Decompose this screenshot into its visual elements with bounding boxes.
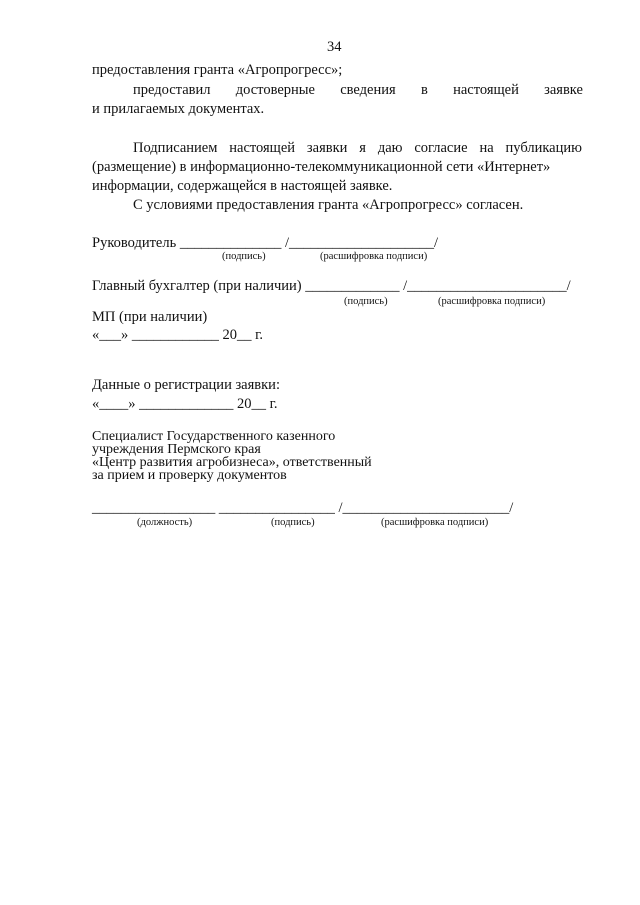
consent-word: Подписанием <box>133 140 218 156</box>
intro-word: настоящей <box>453 82 519 98</box>
accountant-signature-caption: (подпись) <box>344 296 388 307</box>
specialist-line-3: «Центр развития агробизнеса», ответственный <box>92 455 372 470</box>
head-signature-line: Руководитель ______________ /____________________/ <box>92 235 439 251</box>
intro-word: достоверные <box>235 82 315 98</box>
consent-line-3: информации, содержащейся в настоящей заявке. <box>92 178 393 194</box>
consent-word: я <box>359 140 366 156</box>
specialist-line-1: Специалист Государственного казенного <box>92 429 336 444</box>
intro-word: предоставил <box>133 82 211 98</box>
specialist-line-2: учреждения Пермского края <box>92 442 261 457</box>
specialist-line-4: за прием и проверку документов <box>92 468 287 483</box>
intro-word: в <box>420 82 428 98</box>
consent-line-1 <box>133 140 582 157</box>
specialist-signature-caption: (подпись) <box>271 517 315 528</box>
consent-word: даю <box>377 140 403 156</box>
consent-word: публикацию <box>505 140 582 156</box>
stamp-label: МП (при наличии) <box>92 309 208 325</box>
specialist-signature-line: _________________ ________________ /_______________________/ <box>92 500 514 516</box>
consent-word: на <box>479 140 494 156</box>
accountant-decoding-caption: (расшифровка подписи) <box>438 296 546 307</box>
consent-word: настоящей <box>229 140 296 156</box>
head-signature-caption: (подпись) <box>222 251 266 262</box>
intro-line-2 <box>133 82 583 99</box>
page-number: 34 <box>327 39 342 55</box>
registration-title: Данные о регистрации заявки: <box>92 377 280 393</box>
intro-line-3: и прилагаемых документах. <box>92 101 265 117</box>
accountant-signature-line: Главный бухгалтер (при наличии) _____________ /______________________/ <box>92 278 571 294</box>
head-decoding-caption: (расшифровка подписи) <box>320 251 428 262</box>
consent-word: согласие <box>414 140 468 156</box>
consent-line-2: (размещение) в информационно-телекоммуникационной сети «Интернет» <box>92 159 551 175</box>
registration-date: «____» _____________ 20__ г. <box>92 396 278 412</box>
intro-word: сведения <box>340 82 396 98</box>
intro-line-1: предоставления гранта «Агропрогресс»; <box>92 62 343 78</box>
stamp-date: «___» ____________ 20__ г. <box>92 327 264 343</box>
specialist-decoding-caption: (расшифровка подписи) <box>381 517 489 528</box>
consent-word: заявки <box>306 140 348 156</box>
intro-word: заявке <box>544 82 583 98</box>
conditions-text: С условиями предоставления гранта «Агропрогресс» согласен. <box>133 197 524 213</box>
specialist-position-caption: (должность) <box>137 517 193 528</box>
